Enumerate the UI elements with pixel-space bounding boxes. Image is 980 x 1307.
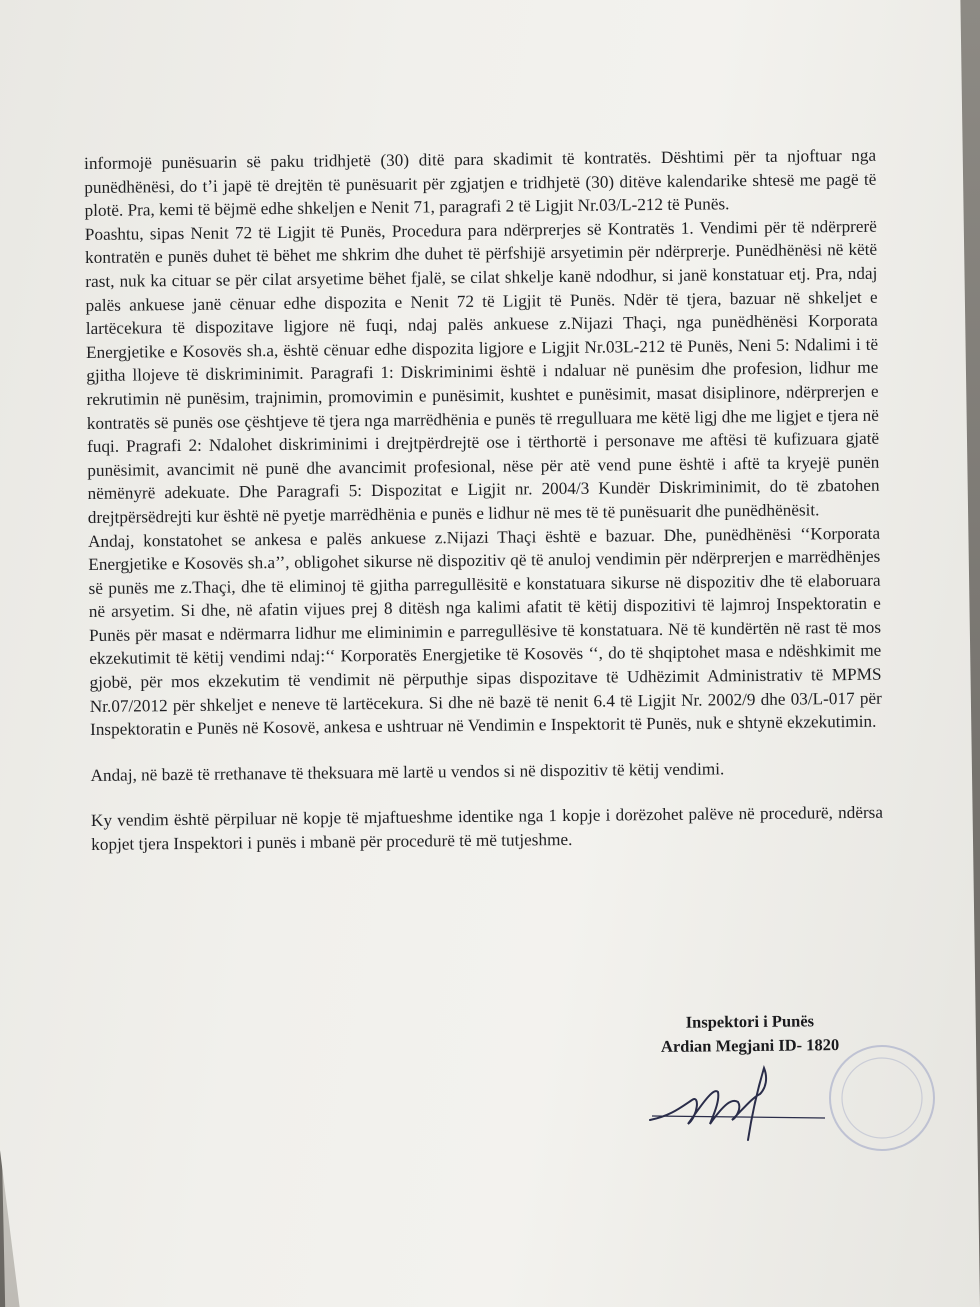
signatory-name: Ardian Megjani ID- 1820 [660, 1035, 840, 1056]
official-stamp [820, 1038, 940, 1158]
paragraph-1: informojë punësuarin së paku tridhjetë (30) ditë para skadimit të kontratës. Dështimi për ta njoftuar nga punëdhënësi, do t’i japë të drejtën të punësuarit për zgjatjen e tridhjetë (30) ditëve kalendarike shtesë me pagë të plotë. Pra, kemi të bëjmë edhe shkeljen e Nenit 71, paragrafi 2 të Ligjit Nr.03/L-212 të Punës. [84, 145, 877, 221]
handwritten-signature [640, 1058, 830, 1148]
paragraph-2: Poashtu, sipas Nenit 72 të Ligjit të Punës, Procedura para ndërprerjes së Kontratës 1. Vendimi për të ndërprerë kontratën e punës duhet të bëhet me shkrim dhe duhet të përfshijë arsyetimin për ndërprerje. Punëdhënësi në këtë rast, nuk ka cituar se për cilat arsyetime bëhet fjalë, se cilat shkelje kanë ndodhur, si janë konstatuar etj. Pra, ndaj palës ankuese janë cënuar edhe dispozita e Nenit 72 të Ligjit të Punës. Ndër të tjera, bazuar në shkeljet e lartëcekura të dispozitave ligjore në fuqi, ndaj palës ankuese z.Nijazi Thaçi, nga punëdhënësi Korporata Energjetike e Kosovës sh.a, është cënuar edhe dispozita ligjore e Ligjit Nr.03L-212 të Punës, Neni 5: Ndalimi i të gjitha llojeve të diskriminimit. Paragrafi 1: Diskriminimi është i ndaluar në punësim dhe profesion, lidhur me rekrutimin në punësim, trajnimin, promovimin e punësimit, kushtet e punësimit, masat disiplinore, ndërprerjen e kontratës së punës ose çështjeve të tjera nga marrëdhënia e punës të rregulluara me këtë ligj dhe me ligjet e tjera në fuqi. Pragrafi 2: Ndalohet diskriminimi i drejtpërdrejtë ose i tërthortë i personave me aftësi të kufizuara gjatë punësimit, avancimit në punë dhe avancimit profesional, nëse për atë vend pune është i aftë ta kryejë punën nëmënyrë adekuate. Dhe Paragrafi 5: Dispozitat e Ligjit nr. 2004/3 Kundër Diskriminimit, do të zbatohen drejtpërsëdrejti kur është në pyetje marrëdhënia e punës e lidhur në mes të të punësuarit dhe punëdhënësit. [84, 216, 880, 527]
paragraph-3: Andaj, konstatohet se ankesa e palës ankuese z.Nijazi Thaçi është e bazuar. Dhe, punëdhënësi ‘‘Korporata Energjetike e Kosovës sh.a’’, obligohet sikurse në dispozitiv që të anuloj vendimin për ndërprerjen e marrëdhënjes së punës me z.Thaçi, dhe të eliminoj të gjitha parregullësitë e konstatuara sikurse në dispozitiv dhe të elaboruara në arsyetim. Si dhe, në afatin vijues prej 8 ditësh nga kalimi afatit të këtij dispozitivi të lajmroj Inspektoratin e Punës për masat e ndërmarra lidhur me eliminimin e parregullësive të konstatuara. Në të kundërtën në rast të mos ekzekutimit të këtij vendimi ndaj:‘‘ Korporatës Energjetike të Kosovës ‘‘, do të shqiptohet masa e ndëshkimit me gjobë, për mos ekzekutim të vendimit në përputhje sipas dispozitave të Udhëzimit Administrativ të MPMS Nr.07/2012 për shkeljet e neneve të lartëcekura. Si dhe në bazë të nenit 6.4 të Ligjit Nr. 2002/9 dhe 03/L-017 për Inspektoratin e Punës në Kosovë, ankesa e ushtruar në Vendimin e Inspektorit të Punës, nuk e shtynë ekzekutimin. [87, 523, 882, 740]
paragraph-4: Andaj, në bazë të rrethanave të theksuara më lartë u vendos si në dispozitiv të këtij vendimi. [90, 759, 725, 785]
signatory-title: Inspektori i Punës [685, 1011, 815, 1032]
paragraph-5: Ky vendim është përpiluar në kopje të mjaftueshme identike nga 1 kopje i dorëzohet palëve në procedurë, ndërsa kopjet tjera Inspektori i punës i mbanë për procedurë të më tutjeshme. [90, 803, 884, 854]
document-body [84, 144, 883, 857]
